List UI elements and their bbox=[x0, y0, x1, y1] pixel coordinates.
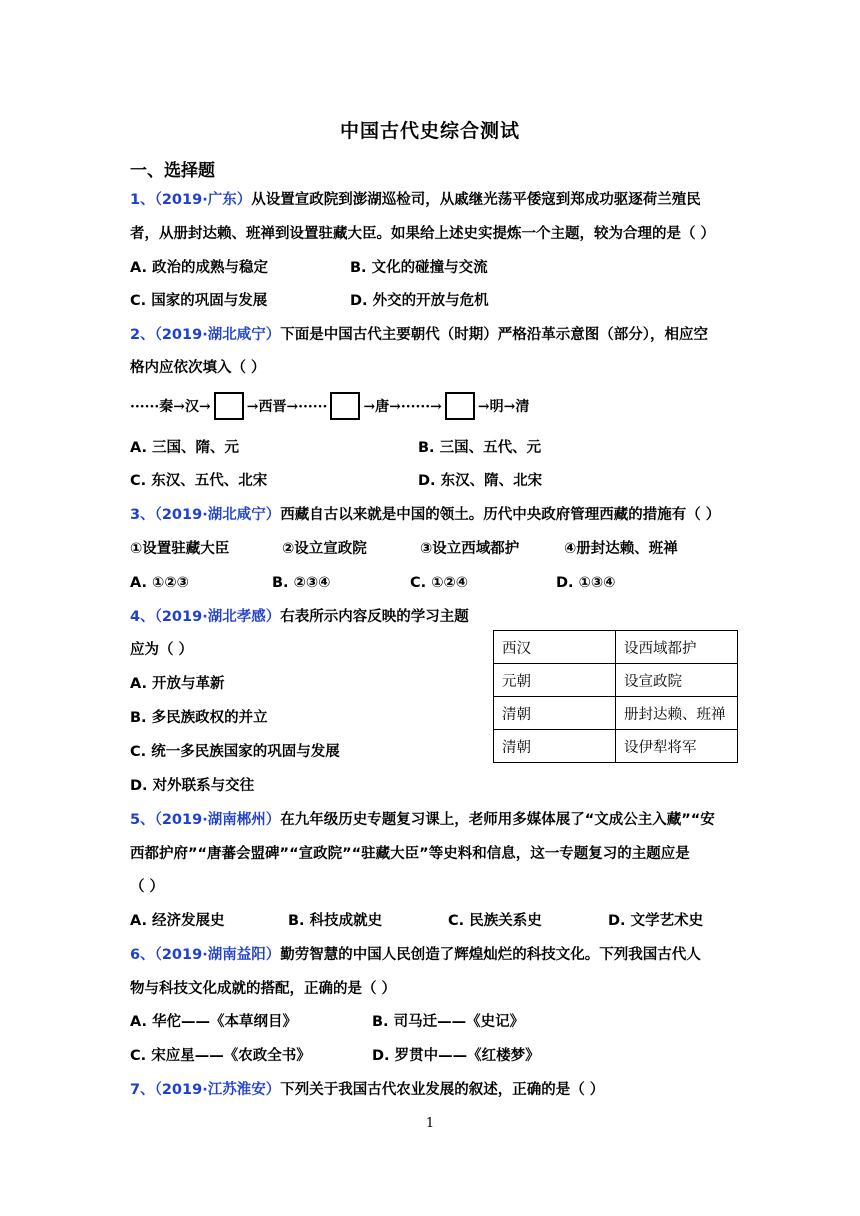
table-cell-measure: 设伊犁将军 bbox=[616, 730, 738, 763]
question-text: 下面是中国古代主要朝代（时期）严格沿革示意图（部分），相应空 bbox=[280, 327, 708, 343]
q1-option-d: D. 外交的开放与危机 bbox=[350, 293, 489, 309]
q2-option-d: D. 东汉、隋、北宋 bbox=[418, 473, 543, 489]
question-5-line-3: （ ） bbox=[130, 879, 165, 895]
question-source: （2019·江苏淮安） bbox=[154, 1082, 281, 1098]
q3-item-1: ①设置驻藏大臣 bbox=[130, 541, 230, 557]
table-row bbox=[494, 697, 738, 730]
question-source: （2019·湖南郴州） bbox=[154, 812, 281, 828]
question-text: 从设置宣政院到澎湖巡检司，从戚继光荡平倭寇到郑成功驱逐荷兰殖民 bbox=[251, 192, 701, 208]
q6-option-a: A. 华佗——《本草纲目》 bbox=[130, 1014, 298, 1030]
q6-option-d: D. 罗贯中——《红楼梦》 bbox=[372, 1048, 540, 1064]
question-number: 2、 bbox=[130, 327, 155, 343]
question-text: 勤劳智慧的中国人民创造了辉煌灿烂的科技文化。下列我国古代人 bbox=[280, 947, 701, 963]
q6-option-b: B. 司马迁——《史记》 bbox=[372, 1014, 525, 1030]
q5-option-a: A. 经济发展史 bbox=[130, 913, 225, 929]
q3-item-2: ②设立宣政院 bbox=[282, 541, 367, 557]
q4-option-b: B. 多民族政权的并立 bbox=[130, 710, 268, 726]
question-number: 7、 bbox=[130, 1082, 155, 1098]
q4-table bbox=[493, 630, 738, 763]
question-text: 右表所示内容反映的学习主题 bbox=[280, 609, 469, 625]
question-1-line-2: 者，从册封达赖、班禅到设置驻藏大臣。如果给上述史实提炼一个主题，较为合理的是（ ） bbox=[130, 226, 716, 242]
q6-option-c: C. 宋应星——《农政全书》 bbox=[130, 1048, 311, 1064]
question-2-line-1 bbox=[130, 325, 708, 345]
q2-option-a: A. 三国、隋、元 bbox=[130, 440, 240, 456]
table-cell-measure: 设西域都护 bbox=[616, 631, 738, 664]
question-6-line-1 bbox=[130, 945, 701, 965]
question-4-line-1 bbox=[130, 607, 469, 627]
blank-box-2 bbox=[330, 392, 360, 420]
question-number: 1、 bbox=[130, 192, 155, 208]
page-title: 中国古代史综合测试 bbox=[339, 120, 520, 142]
blank-box-3 bbox=[445, 392, 475, 420]
question-7-line-1 bbox=[130, 1080, 604, 1100]
question-2-line-2: 格内应依次填入（ ） bbox=[130, 360, 266, 376]
table-cell-measure: 册封达赖、班禅 bbox=[616, 697, 738, 730]
question-number: 6、 bbox=[130, 947, 155, 963]
q5-option-d: D. 文学艺术史 bbox=[608, 913, 704, 929]
q2-option-b: B. 三国、五代、元 bbox=[418, 440, 542, 456]
q4-option-c: C. 统一多民族国家的巩固与发展 bbox=[130, 744, 340, 760]
question-number: 3、 bbox=[130, 507, 155, 523]
blank-box-1 bbox=[214, 392, 244, 420]
question-6-line-2: 物与科技文化成就的搭配，正确的是（ ） bbox=[130, 981, 397, 997]
question-text: 下列关于我国古代农业发展的叙述，正确的是（ ） bbox=[280, 1082, 605, 1098]
q4-option-a: A. 开放与革新 bbox=[130, 676, 225, 692]
question-number: 5、 bbox=[130, 812, 155, 828]
question-source: （2019·湖南益阳） bbox=[154, 947, 281, 963]
question-number: 4、 bbox=[130, 609, 155, 625]
q5-option-b: B. 科技成就史 bbox=[288, 913, 383, 929]
table-cell-dynasty: 元朝 bbox=[494, 664, 616, 697]
q3-option-b: B. ②③④ bbox=[272, 575, 331, 591]
question-text: 西藏自古以来就是中国的领土。历代中央政府管理西藏的措施有（ ） bbox=[280, 507, 721, 523]
timeline-segment-2: →西晋→······ bbox=[246, 399, 328, 415]
timeline-segment-1: ······秦→汉→ bbox=[130, 399, 211, 415]
question-source: （2019·湖北咸宁） bbox=[154, 507, 281, 523]
page-number: 1 bbox=[425, 1116, 435, 1131]
q1-option-b: B. 文化的碰撞与交流 bbox=[350, 260, 488, 276]
q4-option-d: D. 对外联系与交往 bbox=[130, 778, 255, 794]
table-cell-dynasty: 清朝 bbox=[494, 697, 616, 730]
q2-option-c: C. 东汉、五代、北宋 bbox=[130, 473, 268, 489]
q1-option-a: A. 政治的成熟与稳定 bbox=[130, 260, 269, 276]
question-source: （2019·湖北孝感） bbox=[154, 609, 281, 625]
question-5-line-1 bbox=[130, 810, 715, 830]
question-1-line-1 bbox=[130, 190, 701, 210]
q3-option-d: D. ①③④ bbox=[556, 575, 616, 591]
table-cell-measure: 设宣政院 bbox=[616, 664, 738, 697]
q1-option-c: C. 国家的巩固与发展 bbox=[130, 293, 268, 309]
q3-option-a: A. ①②③ bbox=[130, 575, 189, 591]
q3-option-c: C. ①②④ bbox=[410, 575, 469, 591]
section-heading: 一、选择题 bbox=[130, 161, 215, 181]
q5-option-c: C. 民族关系史 bbox=[448, 913, 542, 929]
question-source: （2019·广东） bbox=[154, 192, 252, 208]
dynasty-timeline bbox=[130, 392, 529, 420]
q3-item-4: ④册封达赖、班禅 bbox=[564, 541, 678, 557]
q3-item-3: ③设立西域都护 bbox=[420, 541, 520, 557]
question-5-line-2: 西都护府”“唐蕃会盟碑”“宣政院”“驻藏大臣”等史料和信息，这一专题复习的主题应是 bbox=[130, 846, 690, 862]
timeline-segment-3: →唐→······→ bbox=[363, 399, 442, 415]
table-row bbox=[494, 631, 738, 664]
question-text: 在九年级历史专题复习课上，老师用多媒体展了“文成公主入藏”“安 bbox=[280, 812, 715, 828]
question-4-line-2: 应为（ ） bbox=[130, 642, 194, 658]
timeline-segment-4: →明→清 bbox=[477, 399, 530, 415]
question-source: （2019·湖北咸宁） bbox=[154, 327, 281, 343]
table-cell-dynasty: 清朝 bbox=[494, 730, 616, 763]
table-row bbox=[494, 664, 738, 697]
table-cell-dynasty: 西汉 bbox=[494, 631, 616, 664]
question-3-line-1 bbox=[130, 505, 720, 525]
table-row bbox=[494, 730, 738, 763]
